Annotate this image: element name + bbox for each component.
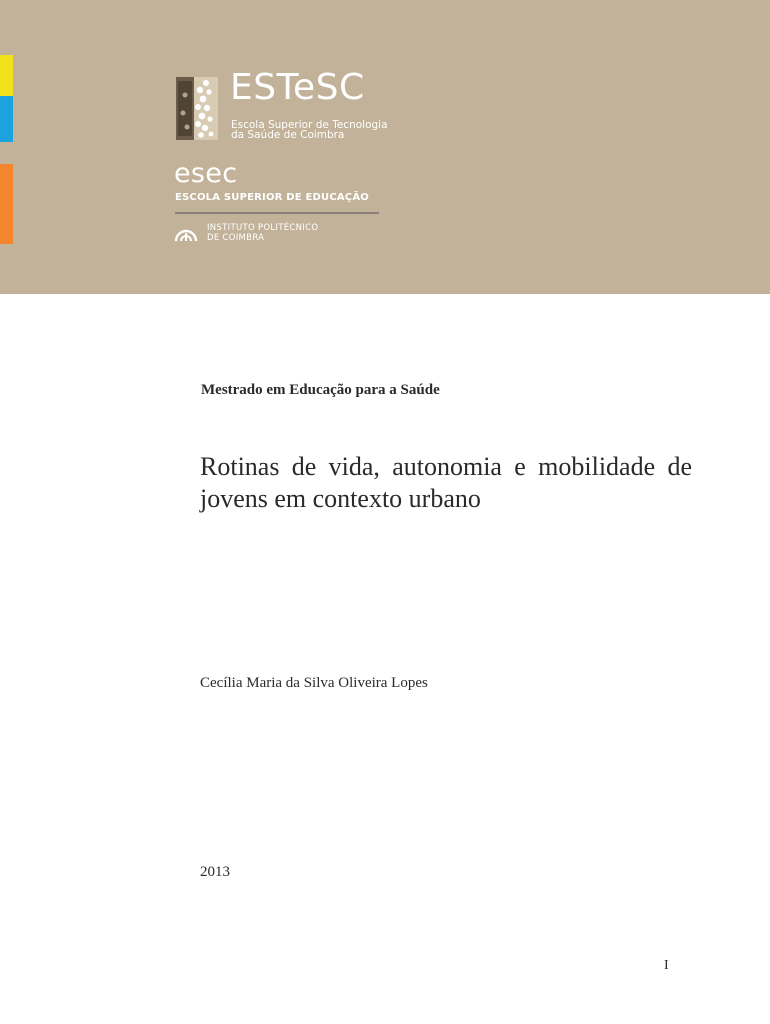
ipc-text-line1: INSTITUTO POLITÉCNICO	[207, 223, 319, 233]
ipc-logo-icon	[174, 224, 198, 242]
yellow-accent-bar	[0, 55, 13, 96]
header-divider	[175, 212, 379, 214]
author-name: Cecília Maria da Silva Oliveira Lopes	[200, 675, 428, 691]
blue-accent-bar	[0, 96, 13, 142]
header-band	[0, 0, 770, 294]
estesc-subtitle-line1: Escola Superior de Tecnologia	[231, 119, 388, 131]
thesis-title: Rotinas de vida, autonomia e mobilidade de jovens em contexto urbano	[200, 452, 692, 513]
estesc-subtitle-line2: da Saúde de Coimbra	[231, 129, 345, 141]
estesc-logo-name: ESTeSC	[230, 67, 365, 108]
page-number: I	[664, 958, 669, 973]
estesc-logo-icon	[176, 77, 218, 140]
esec-logo-name: esec	[174, 158, 238, 189]
ipc-logo-text	[207, 223, 318, 243]
degree-program: Mestrado em Educação para a Saúde	[201, 382, 440, 398]
orange-accent-bar	[0, 164, 13, 244]
publication-year: 2013	[200, 864, 230, 880]
estesc-logo-subtitle	[231, 120, 388, 140]
esec-logo-subtitle: ESCOLA SUPERIOR DE EDUCAÇÃO	[175, 192, 369, 203]
ipc-text-line2: DE COIMBRA	[207, 233, 265, 243]
